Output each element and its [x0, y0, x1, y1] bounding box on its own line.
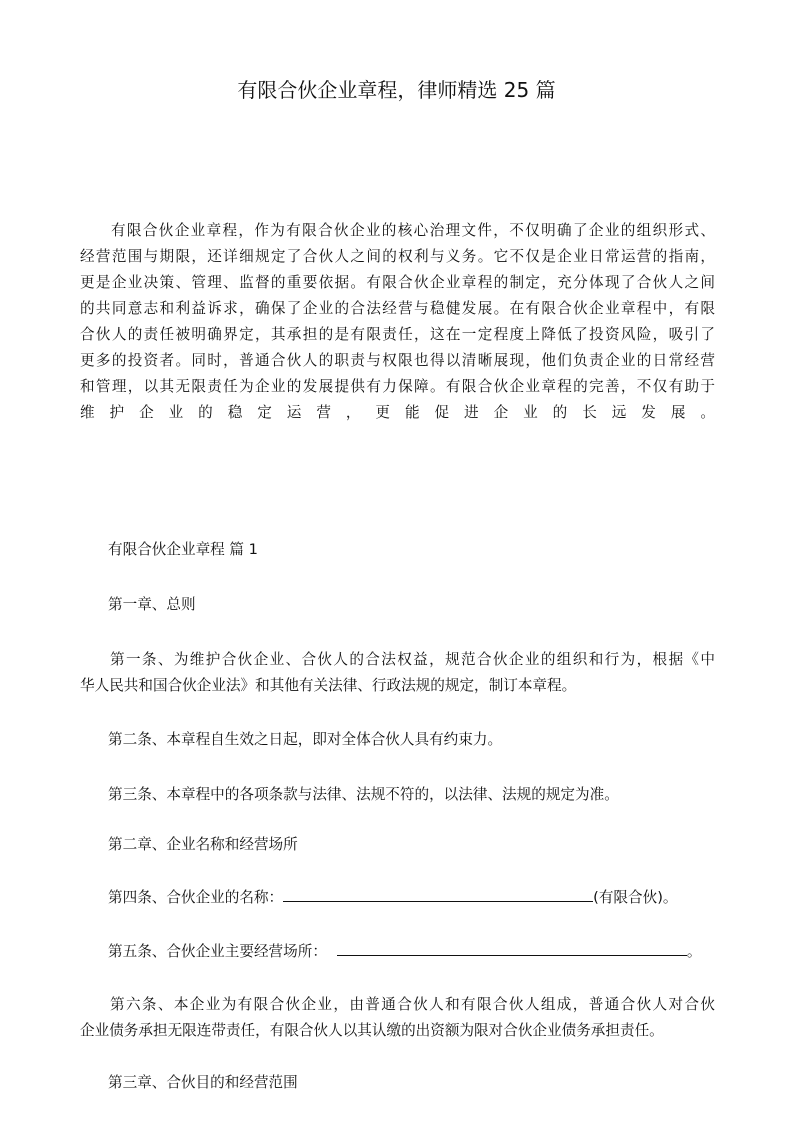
company-name-blank[interactable] [283, 887, 593, 902]
article-6-line: 企业债务承担无限连带责任，有限合伙人以其认缴的出资额为限对合伙企业债务承担责任。 [80, 1022, 664, 1039]
chapter-heading: 第三章、合伙目的和经营范围 [108, 1074, 298, 1091]
article-4-label: 第四条、合伙企业的名称： [108, 889, 284, 906]
article-6-line: 第六条、本企业为有限合伙企业，由普通合伙人和有限合伙人组成，普通合伙人对合伙 [110, 996, 715, 1013]
article-3: 第三条、本章程中的各项条款与法律、法规不符的，以法律、法规的规定为准。 [108, 786, 619, 803]
document-title: 有限合伙企业章程，律师精选 25 篇 [237, 78, 556, 102]
business-address-blank[interactable] [337, 941, 687, 956]
article-1-line: 第一条、为维护合伙企业、合伙人的合法权益，规范合伙企业的组织和行为，根据《中 [110, 651, 715, 668]
article-1-line: 华人民共和国合伙企业法》和其他有关法律、行政法规的规定，制订本章程。 [80, 677, 577, 694]
article-4 [108, 887, 678, 908]
section-title: 有限合伙企业章程 篇 1 [108, 541, 258, 558]
chapter-heading: 第二章、企业名称和经营场所 [108, 836, 298, 853]
article-5-suffix: 。 [686, 943, 702, 960]
chapter-heading: 第一章、总则 [108, 596, 196, 613]
article-5-label: 第五条、合伙企业主要经营场所： [108, 943, 327, 960]
intro-line: 维护企业的稳定运营，更能促进企业的长远发展。 [80, 404, 715, 421]
intro-line: 有限合伙企业章程，作为有限合伙企业的核心治理文件，不仅明确了企业的组织形式、 [111, 222, 715, 239]
article-5 [108, 941, 702, 962]
intro-line: 更是企业决策、管理、监督的重要依据。有限合伙企业章程的制定，充分体现了合伙人之间 [80, 274, 715, 291]
article-2: 第二条、本章程自生效之日起，即对全体合伙人具有约束力。 [108, 731, 503, 748]
intro-line: 更多的投资者。同时，普通合伙人的职责与权限也得以清晰展现，他们负责企业的日常经营 [80, 352, 715, 369]
intro-line: 经营范围与期限，还详细规定了合伙人之间的权利与义务。它不仅是企业日常运营的指南， [80, 248, 715, 265]
article-4-suffix: (有限合伙)。 [593, 889, 678, 906]
intro-line: 合伙人的责任被明确界定，其承担的是有限责任，这在一定程度上降低了投资风险，吸引了 [80, 326, 715, 343]
intro-line: 的共同意志和利益诉求，确保了企业的合法经营与稳健发展。在有限合伙企业章程中，有限 [80, 300, 715, 317]
intro-line: 和管理，以其无限责任为企业的发展提供有力保障。有限合伙企业章程的完善，不仅有助于 [80, 378, 715, 395]
